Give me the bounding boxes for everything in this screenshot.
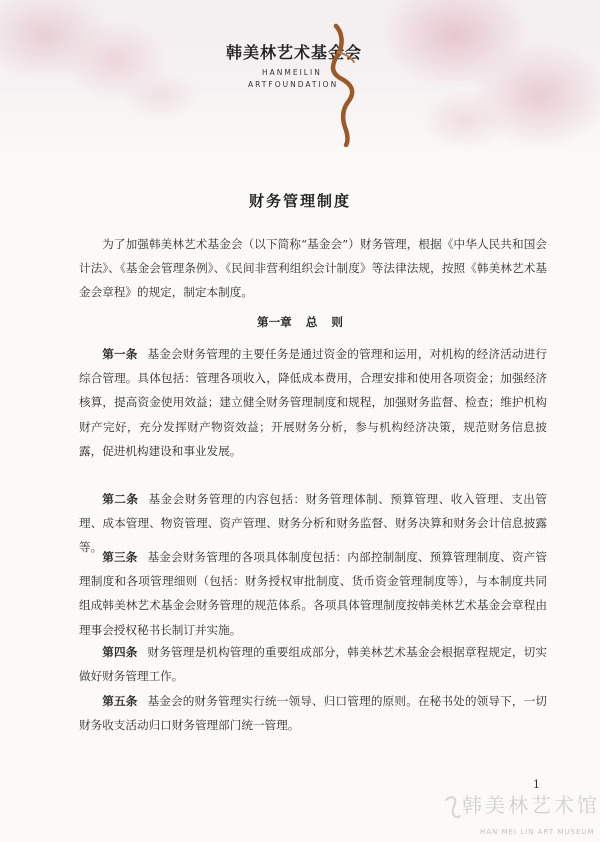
page-number: 1 [533,778,540,791]
brush-stroke-icon [322,22,362,147]
article-3 [79,545,547,642]
logo-name-en-line2: ARTFOUNDATION [248,80,339,89]
article-text: 基金会财务管理的内容包括：财务管理体制、预算管理、收入管理、支出管理、成本管理、物资管理、资产管理、财务分析和财务监督、财务决算和财务会计信息披露等。 [79,492,547,555]
article-label: 第二条 [102,492,139,506]
article-label: 第四条 [102,645,138,659]
document-title: 财务管理制度 [248,192,351,210]
article-label: 第五条 [102,694,138,708]
museum-watermark [440,786,600,842]
logo-name-en-line1: HANMEILIN [262,68,322,77]
article-5 [79,689,547,737]
chapter-title-part: 则 [331,315,343,329]
preamble-paragraph: 为了加强韩美林艺术基金会（以下简称“基金会”）财务管理，根据《中华人民共和国会计法》、《基金会管理条例》、《民间非营利组织会计制度》等法律法规，按照《韩美林艺术基金会章程》的规定，制定本制度。 [79,237,547,300]
watermark-en: HAN MEI LIN ART MUSEUM [480,828,595,836]
article-label: 第一条 [102,347,138,361]
chapter-title-part: 总 [305,315,318,329]
logo-name-cn: 韩美林艺术基金会 [226,43,363,62]
blossom-decoration [420,90,510,150]
blossom-decoration [120,70,200,120]
article-text: 基金会财务管理的主要任务是通过资金的管理和运用，对机构的经济活动进行综合管理。具体包括：管理各项收入，降低成本费用，合理安排和使用各项资金；加强经济核算，提高资金使用效益；建立健全财务管理制度和规程，加强财务监督、检查；维护机构财产完好，充分发挥财产物资效益；开展财务分析，参与机构经济决策，规范财务信息披露，促进机构建设和事业发展。 [79,347,547,458]
watermark-cn: 韩美林艺术馆 [462,793,600,817]
article-1 [79,342,547,463]
article-4 [79,640,547,688]
chapter-heading [0,314,600,330]
article-text: 财务管理是机构管理的重要组成部分，韩美林艺术基金会根据章程规定，切实做好财务管理工作。 [79,645,547,684]
article-text: 基金会的财务管理实行统一领导、归口管理的原则。在秘书处的领导下，一切财务收支活动归口财务管理部门统一管理。 [79,694,547,733]
article-label: 第三条 [102,550,138,564]
article-text: 基金会财务管理的各项具体制度包括：内部控制制度、预算管理制度、资产管理制度和各项管理细则（包括：财务授权审批制度、货币资金管理制度等），与本制度共同组成韩美林艺术基金会财务管理的规范体系。各项具体管理制度按韩美林艺术基金会章程由理事会授权秘书长制订并实施。 [79,550,547,637]
chapter-number: 第一章 [256,315,292,329]
